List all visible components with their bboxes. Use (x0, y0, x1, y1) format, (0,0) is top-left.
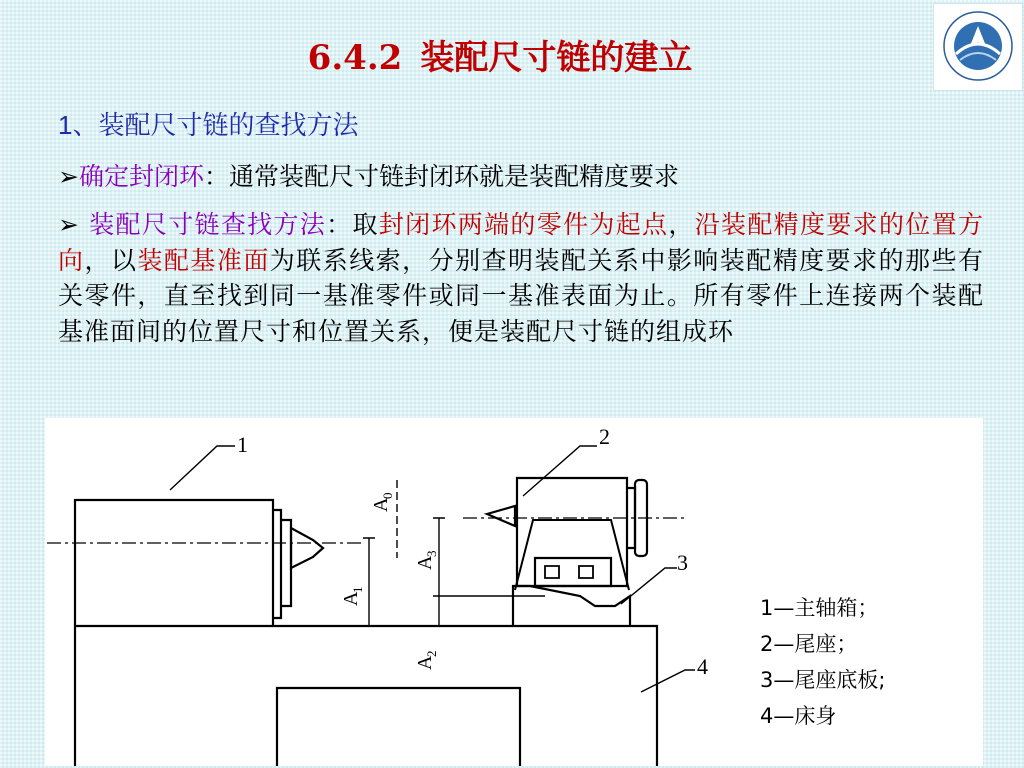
dim-label-a1 (340, 587, 365, 607)
heading-number: 1 (58, 110, 73, 140)
text-segment: ，以 (84, 245, 138, 275)
emphasis-segment: 封闭环两端的零件为起点 (378, 210, 669, 239)
leader-1 (170, 446, 235, 490)
leader-2 (523, 446, 597, 496)
dim-a1-letter: A (340, 591, 362, 606)
headstock-collar (273, 510, 281, 618)
university-logo (933, 3, 1023, 91)
dim-a2-line (433, 596, 445, 626)
dim-a3-sub: 3 (424, 550, 439, 557)
lathe-assembly-figure (45, 418, 983, 766)
headstock-outline (75, 500, 273, 626)
dim-a0-letter: A (370, 497, 392, 512)
dim-a2-sub: 2 (424, 650, 439, 657)
logo-emblem-icon (934, 4, 1022, 90)
dim-label-a3 (414, 551, 439, 571)
legend-item: 3—尾座底板; (760, 668, 886, 692)
emphasis-segment: 装配基准面 (137, 245, 270, 275)
headstock-collar-2 (281, 520, 291, 606)
bullet-search-method (58, 207, 984, 349)
dim-a3-letter: A (414, 555, 436, 570)
bullet-label: 确定封闭环 (78, 162, 204, 191)
dim-a1-sub: 1 (350, 586, 365, 593)
bullet-colon: ： (203, 162, 229, 191)
emphasis-segment: 沿装配精度要求的位置方向 (58, 210, 984, 275)
section-heading (58, 105, 358, 142)
slide-title (0, 30, 1000, 79)
leader-4 (641, 670, 695, 692)
bullet-closed-loop (58, 157, 988, 193)
part-label-3: 3 (677, 550, 688, 575)
text-segment: 为联系线索，分别查明装配关系中影响装配精度要求的那些有关零件，直至找到同一基准零件或同一基准表面为止。所有零件上连接两个装配基准面间的位置尺寸和位置关系，便是装配尺寸链的组成环 (58, 245, 984, 346)
text-segment: ， (668, 210, 695, 239)
tailstock-slot (535, 558, 611, 586)
title-text: 装配尺寸链的建立 (420, 38, 693, 78)
dim-label-a2 (414, 651, 439, 671)
part-label-4: 4 (697, 654, 708, 679)
parts-legend (760, 590, 885, 734)
legend-item: 1—主轴箱； (760, 596, 879, 620)
dim-label-a0 (370, 493, 395, 513)
bullet-label: 装配尺寸链查找方法 (89, 210, 327, 239)
tailstock-center-point (487, 506, 515, 526)
legend-item: 4—床身 (760, 704, 837, 728)
part-label-2: 2 (599, 424, 610, 449)
text-segment: ：取 (326, 210, 379, 239)
dim-a2-letter: A (414, 655, 436, 670)
lathe-bed-outline (75, 626, 657, 766)
bullet-arrow-icon: ➢ (58, 162, 79, 191)
legend-item: 2—尾座； (760, 632, 858, 656)
tailstock-holes (545, 566, 593, 578)
dim-a3-ticks (433, 518, 545, 596)
tailstock-base-outline (513, 586, 630, 626)
section-number: 6.4.2 (307, 38, 403, 78)
bullet-text: 通常装配尺寸链封闭环就是装配精度要求 (228, 162, 679, 191)
dim-a0-sub: 0 (380, 492, 395, 499)
heading-text: 、装配尺寸链的查找方法 (72, 111, 359, 141)
bullet-arrow-icon: ➢ (58, 210, 90, 239)
part-label-1: 1 (237, 432, 248, 457)
headstock-center-point (291, 528, 323, 568)
